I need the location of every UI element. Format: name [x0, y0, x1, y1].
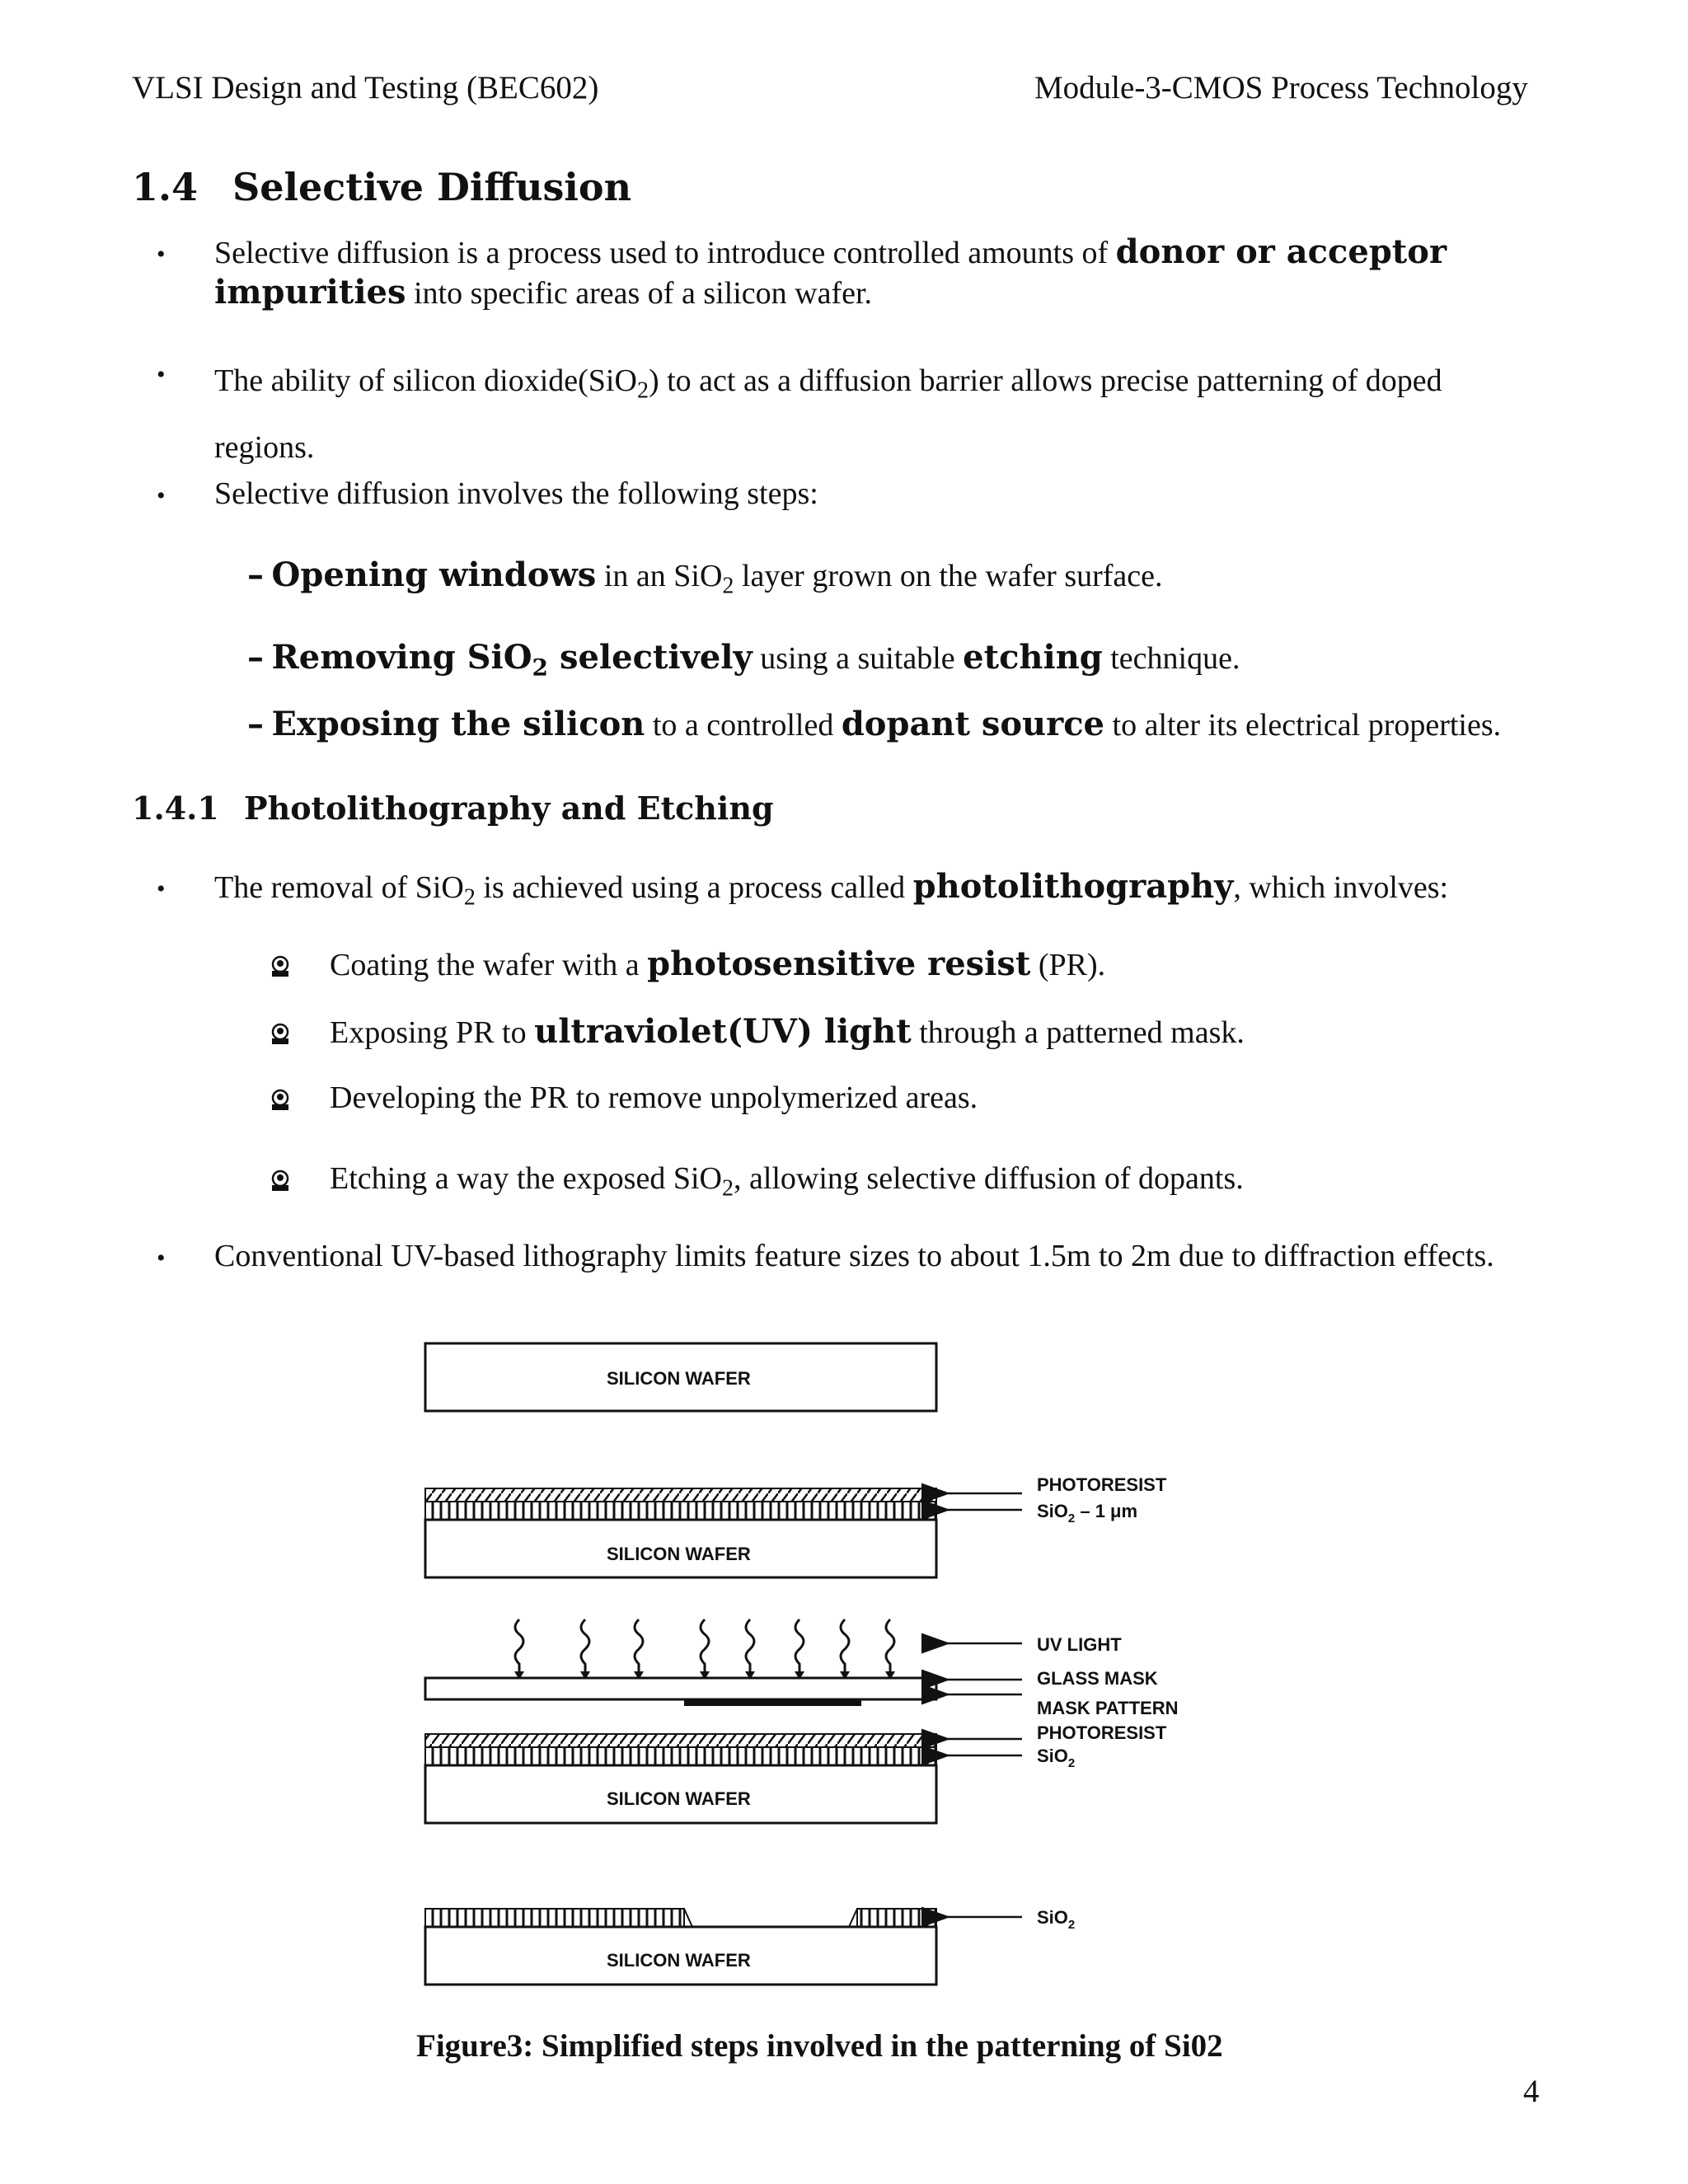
person-bullet-icon: [268, 1022, 293, 1047]
glass-mask-label: GLASS MASK: [1037, 1668, 1158, 1689]
uv-light-rays: [515, 1619, 894, 1675]
step-2-bold: Removing SiO: [271, 638, 532, 677]
sio2-label: SiO$_2$: [1037, 1907, 1076, 1932]
step-2-bold-2: selectively: [548, 638, 753, 677]
sio2-label: SiO$_2$: [1037, 1746, 1076, 1770]
person-bullet-icon: [268, 954, 293, 979]
section-number: 1.4: [132, 165, 199, 209]
step-1: [247, 555, 1163, 607]
photo-item-2: [330, 1012, 1245, 1052]
photo-item-2-text-end: through a patterned mask.: [911, 1015, 1245, 1050]
subscript: 2: [463, 884, 476, 911]
photo-intro-text: The removal of SiO: [214, 870, 464, 905]
person-bullet-icon: [268, 1088, 293, 1113]
wafer-label: SILICON WAFER: [607, 1544, 751, 1564]
subscript: 2: [636, 377, 649, 404]
subscript: 2: [532, 654, 549, 682]
mask-pattern-label: MASK PATTERN: [1037, 1698, 1179, 1718]
sio2-label: SiO$_2$ – 1 μm: [1037, 1501, 1138, 1526]
photo-item-1-bold: photosensitive resist: [647, 944, 1031, 983]
bullet-marker: •: [157, 1244, 166, 1272]
bullet-marker: •: [157, 241, 166, 268]
sio2-layer: [425, 1747, 936, 1765]
bullet-1-bold: donor or acceptor impurities: [214, 232, 1447, 312]
bullet-1-text-end: into specific areas of a silicon wafer.: [406, 276, 873, 311]
photo-item-1-text-end: (PR).: [1030, 948, 1106, 982]
photo-item-4-text-end: , allowing selective diffusion of dopants.: [733, 1161, 1244, 1196]
photo-item-2-text: Exposing PR to: [330, 1015, 535, 1050]
step-3-text-end: to alter its electrical properties.: [1104, 708, 1502, 743]
photo-item-4: [330, 1159, 1244, 1209]
photoresist-layer: [425, 1734, 936, 1747]
step-2: [247, 638, 1240, 688]
bullet-marker: •: [157, 361, 166, 388]
bullet-2-text: The ability of silicon dioxide(SiO: [214, 363, 637, 398]
wafer-label: SILICON WAFER: [607, 1368, 751, 1389]
step-3-bold-2: dopant source: [841, 705, 1105, 743]
step-1-text: in an SiO: [596, 559, 723, 593]
photo-item-1: [330, 944, 1105, 985]
step-2-bold-3: etching: [963, 638, 1103, 677]
step-2-text: using a suitable: [752, 641, 964, 676]
dash-marker: –: [247, 705, 264, 743]
header-left: VLSI Design and Testing (BEC602): [132, 70, 599, 105]
step-2-text-end: technique.: [1102, 641, 1240, 676]
bullet-last: Conventional UV-based lithography limits feature sizes to about 1.5m to 2m due to diffraction effects.: [214, 1239, 1494, 1273]
bullet-2: [214, 353, 1550, 476]
photo-item-2-bold: ultraviolet(UV) light: [534, 1012, 912, 1051]
mask-pattern: [684, 1699, 861, 1706]
bullet-2-text-end: ) to act as a diffusion barrier allows precise patterning of doped regions.: [214, 363, 1442, 465]
patterning-diagram: [412, 1335, 1220, 2011]
photo-intro-text-mid: is achieved using a process called: [475, 870, 913, 905]
photo-intro-text-end: , which involves:: [1233, 870, 1449, 905]
bullet-1: [214, 232, 1550, 313]
sio2-remaining-left: [425, 1909, 684, 1927]
photo-intro: [214, 867, 1550, 918]
dash-marker: –: [247, 638, 264, 677]
sio2-layer: [425, 1502, 936, 1520]
step-3-bold: Exposing the silicon: [271, 705, 645, 743]
bullet-3: Selective diffusion involves the following steps:: [214, 476, 818, 511]
subsection-number: 1.4.1: [132, 790, 219, 827]
bullet-1-text: Selective diffusion is a process used to introduce controlled amounts of: [214, 236, 1116, 270]
step-3: [247, 705, 1501, 745]
person-bullet-icon: [268, 1169, 293, 1193]
bullet-marker: •: [157, 875, 166, 902]
photoresist-label: PHOTORESIST: [1037, 1722, 1167, 1743]
bullet-marker: •: [157, 482, 166, 509]
subscript: 2: [722, 573, 734, 599]
dash-marker: –: [247, 555, 264, 594]
wafer-label: SILICON WAFER: [607, 1788, 751, 1809]
subsection-title: Photolithography and Etching: [244, 790, 774, 827]
step-1-text-end: layer grown on the wafer surface.: [734, 559, 1163, 593]
photo-item-3: Developing the PR to remove unpolymerized areas.: [330, 1080, 978, 1115]
photo-intro-bold: photolithography: [912, 867, 1234, 906]
step-1-bold: Opening windows: [271, 555, 597, 594]
section-title: Selective Diffusion: [232, 165, 632, 209]
glass-mask: [425, 1678, 936, 1699]
figure-caption: Figure3: Simplified steps involved in the patterning of Si02: [416, 2028, 1223, 2064]
sio2-remaining-right: [857, 1909, 936, 1927]
step-3-text: to a controlled: [645, 708, 842, 743]
photoresist-label: PHOTORESIST: [1037, 1474, 1167, 1495]
photoresist-layer: [425, 1488, 936, 1502]
uv-light-label: UV LIGHT: [1037, 1634, 1122, 1655]
header-right: Module-3-CMOS Process Technology: [1034, 70, 1528, 105]
photo-item-1-text: Coating the wafer with a: [330, 948, 648, 982]
photo-item-4-text: Etching a way the exposed SiO: [330, 1161, 722, 1196]
page-number: 4: [1523, 2074, 1540, 2109]
subscript: 2: [721, 1175, 734, 1202]
wafer-label: SILICON WAFER: [607, 1950, 751, 1971]
